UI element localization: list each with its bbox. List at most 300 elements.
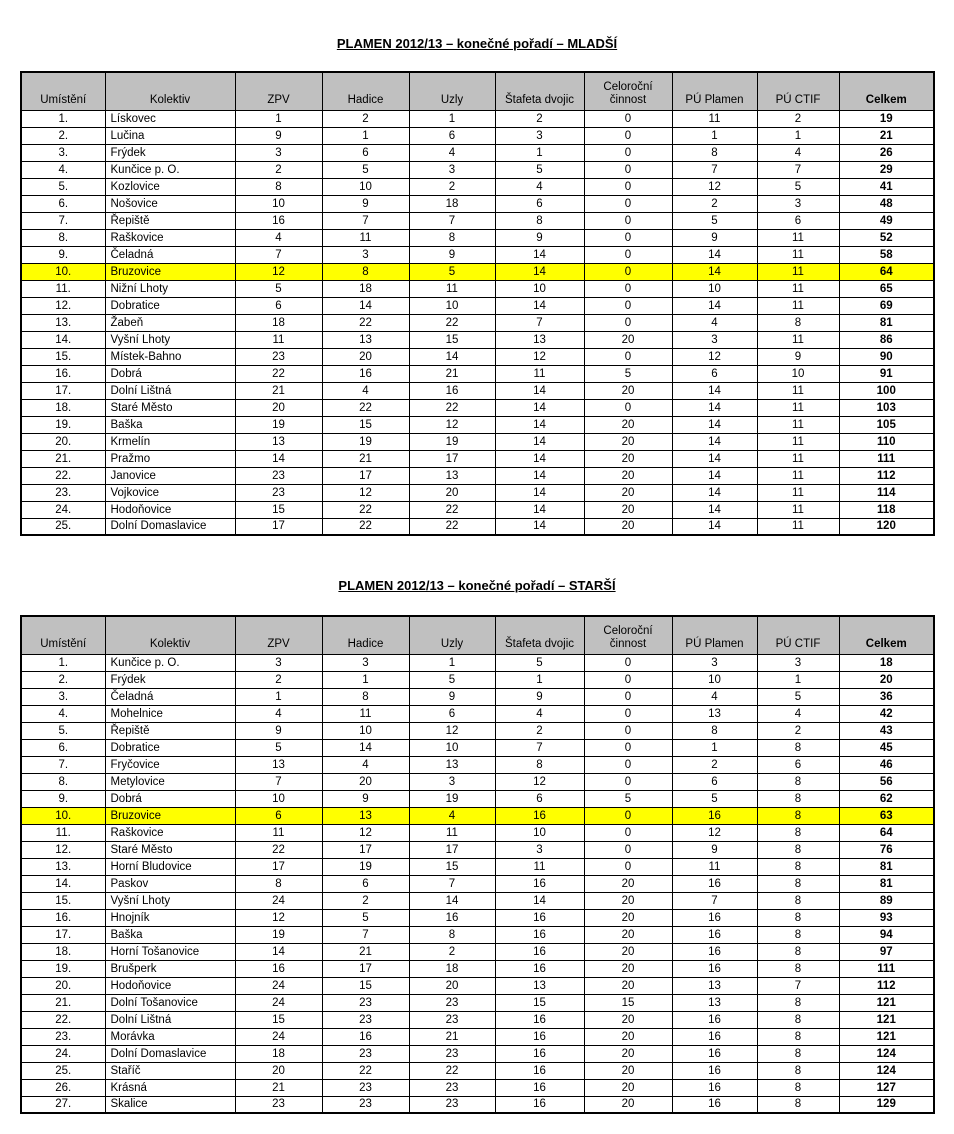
total-cell: 76 xyxy=(839,841,934,858)
score-cell: 3 xyxy=(409,161,495,178)
score-cell: 1 xyxy=(409,654,495,671)
table-row xyxy=(21,739,934,756)
table-row xyxy=(21,858,934,875)
table-row xyxy=(21,1028,934,1045)
rank-cell: 27. xyxy=(21,1096,105,1113)
score-cell: 13 xyxy=(672,705,757,722)
table-row xyxy=(21,518,934,535)
table-row xyxy=(21,943,934,960)
team-cell: Dolní Lištná xyxy=(105,382,235,399)
score-cell: 20 xyxy=(235,1062,322,1079)
table-row xyxy=(21,824,934,841)
score-cell: 18 xyxy=(235,1045,322,1062)
score-cell: 2 xyxy=(235,161,322,178)
team-cell: Brušperk xyxy=(105,960,235,977)
score-cell: 3 xyxy=(235,654,322,671)
rank-cell: 3. xyxy=(21,144,105,161)
score-cell: 0 xyxy=(584,212,672,229)
score-cell: 1 xyxy=(235,688,322,705)
score-cell: 5 xyxy=(235,280,322,297)
table-row xyxy=(21,382,934,399)
score-cell: 10 xyxy=(235,195,322,212)
score-cell: 16 xyxy=(235,960,322,977)
score-cell: 8 xyxy=(757,858,839,875)
rank-cell: 6. xyxy=(21,195,105,212)
table-row xyxy=(21,1062,934,1079)
score-cell: 13 xyxy=(672,977,757,994)
table-header-mladsi xyxy=(21,72,934,110)
score-cell: 1 xyxy=(672,127,757,144)
score-cell: 16 xyxy=(672,926,757,943)
header-row xyxy=(21,72,934,110)
score-cell: 11 xyxy=(757,450,839,467)
team-cell: Kunčice p. O. xyxy=(105,161,235,178)
score-cell: 23 xyxy=(322,1096,409,1113)
total-cell: 45 xyxy=(839,739,934,756)
score-cell: 20 xyxy=(584,331,672,348)
score-cell: 14 xyxy=(495,501,584,518)
table-row xyxy=(21,280,934,297)
score-cell: 11 xyxy=(322,705,409,722)
score-cell: 23 xyxy=(322,1079,409,1096)
score-cell: 6 xyxy=(672,773,757,790)
score-cell: 2 xyxy=(495,110,584,127)
team-cell: Čeladná xyxy=(105,246,235,263)
score-cell: 17 xyxy=(409,841,495,858)
total-cell: 69 xyxy=(839,297,934,314)
total-cell: 120 xyxy=(839,518,934,535)
score-cell: 12 xyxy=(235,909,322,926)
results-table-mladsi xyxy=(20,71,935,536)
score-cell: 5 xyxy=(584,790,672,807)
score-cell: 17 xyxy=(235,858,322,875)
score-cell: 4 xyxy=(235,705,322,722)
score-cell: 7 xyxy=(409,212,495,229)
score-cell: 14 xyxy=(495,416,584,433)
score-cell: 8 xyxy=(322,263,409,280)
score-cell: 16 xyxy=(672,1028,757,1045)
column-header: Štafeta dvojic xyxy=(495,72,584,110)
score-cell: 21 xyxy=(409,1028,495,1045)
score-cell: 0 xyxy=(584,722,672,739)
total-cell: 64 xyxy=(839,263,934,280)
score-cell: 8 xyxy=(757,314,839,331)
score-cell: 12 xyxy=(409,416,495,433)
score-cell: 20 xyxy=(584,467,672,484)
score-cell: 0 xyxy=(584,824,672,841)
score-cell: 12 xyxy=(235,263,322,280)
score-cell: 18 xyxy=(409,195,495,212)
score-cell: 10 xyxy=(672,671,757,688)
score-cell: 0 xyxy=(584,841,672,858)
total-cell: 26 xyxy=(839,144,934,161)
rank-cell: 16. xyxy=(21,365,105,382)
total-cell: 94 xyxy=(839,926,934,943)
score-cell: 0 xyxy=(584,195,672,212)
total-cell: 48 xyxy=(839,195,934,212)
table-row xyxy=(21,212,934,229)
score-cell: 0 xyxy=(584,144,672,161)
score-cell: 9 xyxy=(495,688,584,705)
score-cell: 7 xyxy=(672,161,757,178)
total-cell: 97 xyxy=(839,943,934,960)
rank-cell: 12. xyxy=(21,297,105,314)
team-cell: Staré Město xyxy=(105,399,235,416)
score-cell: 8 xyxy=(322,688,409,705)
score-cell: 22 xyxy=(322,314,409,331)
score-cell: 16 xyxy=(495,1096,584,1113)
score-cell: 6 xyxy=(409,127,495,144)
total-cell: 56 xyxy=(839,773,934,790)
score-cell: 11 xyxy=(757,382,839,399)
score-cell: 3 xyxy=(672,331,757,348)
score-cell: 24 xyxy=(235,892,322,909)
column-header: Celoroční činnost xyxy=(584,72,672,110)
rank-cell: 9. xyxy=(21,246,105,263)
table-row xyxy=(21,416,934,433)
score-cell: 7 xyxy=(672,892,757,909)
table-row xyxy=(21,484,934,501)
score-cell: 14 xyxy=(672,416,757,433)
score-cell: 8 xyxy=(409,229,495,246)
section-mladsi xyxy=(0,0,954,536)
total-cell: 65 xyxy=(839,280,934,297)
score-cell: 11 xyxy=(757,467,839,484)
score-cell: 23 xyxy=(235,484,322,501)
score-cell: 16 xyxy=(322,365,409,382)
score-cell: 20 xyxy=(584,960,672,977)
score-cell: 1 xyxy=(757,127,839,144)
table-row xyxy=(21,229,934,246)
score-cell: 20 xyxy=(322,348,409,365)
score-cell: 11 xyxy=(757,501,839,518)
rank-cell: 5. xyxy=(21,722,105,739)
score-cell: 15 xyxy=(409,331,495,348)
score-cell: 0 xyxy=(584,297,672,314)
rank-cell: 11. xyxy=(21,280,105,297)
team-cell: Horní Tošanovice xyxy=(105,943,235,960)
score-cell: 10 xyxy=(322,178,409,195)
table-row xyxy=(21,671,934,688)
score-cell: 17 xyxy=(322,960,409,977)
rank-cell: 9. xyxy=(21,790,105,807)
table-row xyxy=(21,331,934,348)
score-cell: 7 xyxy=(235,773,322,790)
score-cell: 13 xyxy=(409,756,495,773)
score-cell: 21 xyxy=(409,365,495,382)
total-cell: 81 xyxy=(839,858,934,875)
column-header: Umístění xyxy=(21,616,105,654)
score-cell: 4 xyxy=(495,705,584,722)
score-cell: 22 xyxy=(235,365,322,382)
score-cell: 4 xyxy=(322,382,409,399)
score-cell: 4 xyxy=(409,807,495,824)
score-cell: 0 xyxy=(584,739,672,756)
score-cell: 14 xyxy=(235,450,322,467)
score-cell: 8 xyxy=(757,1079,839,1096)
team-cell: Dolní Tošanovice xyxy=(105,994,235,1011)
rank-cell: 20. xyxy=(21,977,105,994)
table-row xyxy=(21,178,934,195)
score-cell: 13 xyxy=(235,433,322,450)
score-cell: 24 xyxy=(235,1028,322,1045)
score-cell: 6 xyxy=(322,144,409,161)
score-cell: 11 xyxy=(757,280,839,297)
score-cell: 8 xyxy=(757,841,839,858)
score-cell: 1 xyxy=(495,144,584,161)
team-cell: Vyšní Lhoty xyxy=(105,331,235,348)
rank-cell: 15. xyxy=(21,348,105,365)
team-cell: Žabeň xyxy=(105,314,235,331)
team-cell: Paskov xyxy=(105,875,235,892)
total-cell: 121 xyxy=(839,994,934,1011)
score-cell: 11 xyxy=(409,280,495,297)
rank-cell: 18. xyxy=(21,399,105,416)
score-cell: 7 xyxy=(495,314,584,331)
table-row xyxy=(21,926,934,943)
table-title-starsi: PLAMEN 2012/13 – konečné pořadí – STARŠÍ xyxy=(338,578,616,593)
score-cell: 12 xyxy=(495,348,584,365)
total-cell: 89 xyxy=(839,892,934,909)
score-cell: 13 xyxy=(672,994,757,1011)
score-cell: 7 xyxy=(322,212,409,229)
score-cell: 0 xyxy=(584,178,672,195)
score-cell: 9 xyxy=(409,246,495,263)
score-cell: 11 xyxy=(757,297,839,314)
team-cell: Fryčovice xyxy=(105,756,235,773)
score-cell: 14 xyxy=(235,943,322,960)
rank-cell: 21. xyxy=(21,450,105,467)
score-cell: 20 xyxy=(584,909,672,926)
team-cell: Vyšní Lhoty xyxy=(105,892,235,909)
score-cell: 16 xyxy=(235,212,322,229)
team-cell: Bruzovice xyxy=(105,263,235,280)
team-cell: Staříč xyxy=(105,1062,235,1079)
score-cell: 0 xyxy=(584,773,672,790)
score-cell: 23 xyxy=(409,1096,495,1113)
score-cell: 14 xyxy=(672,501,757,518)
score-cell: 17 xyxy=(235,518,322,535)
rank-cell: 2. xyxy=(21,127,105,144)
score-cell: 14 xyxy=(495,382,584,399)
score-cell: 4 xyxy=(322,756,409,773)
score-cell: 8 xyxy=(672,144,757,161)
score-cell: 11 xyxy=(757,229,839,246)
column-header: Kolektiv xyxy=(105,616,235,654)
score-cell: 14 xyxy=(672,467,757,484)
total-cell: 114 xyxy=(839,484,934,501)
total-cell: 129 xyxy=(839,1096,934,1113)
score-cell: 22 xyxy=(409,518,495,535)
score-cell: 11 xyxy=(757,246,839,263)
total-cell: 41 xyxy=(839,178,934,195)
score-cell: 14 xyxy=(409,348,495,365)
rank-cell: 10. xyxy=(21,807,105,824)
score-cell: 23 xyxy=(409,994,495,1011)
team-cell: Hodoňovice xyxy=(105,977,235,994)
score-cell: 11 xyxy=(495,365,584,382)
team-cell: Lučina xyxy=(105,127,235,144)
score-cell: 15 xyxy=(322,416,409,433)
column-header: Hadice xyxy=(322,72,409,110)
score-cell: 22 xyxy=(409,399,495,416)
table-row xyxy=(21,722,934,739)
score-cell: 9 xyxy=(322,790,409,807)
total-cell: 110 xyxy=(839,433,934,450)
score-cell: 3 xyxy=(322,246,409,263)
score-cell: 0 xyxy=(584,348,672,365)
score-cell: 15 xyxy=(235,501,322,518)
team-cell: Kunčice p. O. xyxy=(105,654,235,671)
total-cell: 103 xyxy=(839,399,934,416)
score-cell: 20 xyxy=(584,484,672,501)
score-cell: 4 xyxy=(409,144,495,161)
table-row xyxy=(21,110,934,127)
table-row xyxy=(21,654,934,671)
score-cell: 12 xyxy=(672,824,757,841)
score-cell: 6 xyxy=(322,875,409,892)
total-cell: 112 xyxy=(839,977,934,994)
table-row xyxy=(21,365,934,382)
score-cell: 2 xyxy=(235,671,322,688)
rank-cell: 15. xyxy=(21,892,105,909)
total-cell: 42 xyxy=(839,705,934,722)
score-cell: 14 xyxy=(672,399,757,416)
score-cell: 3 xyxy=(757,195,839,212)
score-cell: 4 xyxy=(672,688,757,705)
team-cell: Baška xyxy=(105,416,235,433)
total-cell: 49 xyxy=(839,212,934,229)
score-cell: 6 xyxy=(235,297,322,314)
score-cell: 20 xyxy=(584,1096,672,1113)
rank-cell: 22. xyxy=(21,467,105,484)
total-cell: 62 xyxy=(839,790,934,807)
score-cell: 6 xyxy=(495,790,584,807)
team-cell: Kozlovice xyxy=(105,178,235,195)
team-cell: Řepiště xyxy=(105,212,235,229)
team-cell: Horní Bludovice xyxy=(105,858,235,875)
score-cell: 1 xyxy=(322,127,409,144)
score-cell: 19 xyxy=(235,926,322,943)
total-cell: 124 xyxy=(839,1045,934,1062)
rank-cell: 17. xyxy=(21,926,105,943)
rank-cell: 6. xyxy=(21,739,105,756)
score-cell: 16 xyxy=(495,926,584,943)
score-cell: 13 xyxy=(495,331,584,348)
score-cell: 16 xyxy=(322,1028,409,1045)
score-cell: 22 xyxy=(322,1062,409,1079)
team-cell: Dobratice xyxy=(105,297,235,314)
team-cell: Dolní Lištná xyxy=(105,1011,235,1028)
score-cell: 20 xyxy=(409,977,495,994)
score-cell: 10 xyxy=(322,722,409,739)
score-cell: 20 xyxy=(584,518,672,535)
score-cell: 20 xyxy=(584,875,672,892)
team-cell: Dobratice xyxy=(105,739,235,756)
score-cell: 14 xyxy=(322,739,409,756)
team-cell: Krásná xyxy=(105,1079,235,1096)
score-cell: 5 xyxy=(495,161,584,178)
score-cell: 16 xyxy=(672,960,757,977)
score-cell: 5 xyxy=(409,671,495,688)
score-cell: 5 xyxy=(584,365,672,382)
score-cell: 0 xyxy=(584,263,672,280)
score-cell: 23 xyxy=(322,994,409,1011)
score-cell: 11 xyxy=(235,824,322,841)
table-row xyxy=(21,195,934,212)
team-cell: Nošovice xyxy=(105,195,235,212)
score-cell: 12 xyxy=(409,722,495,739)
score-cell: 6 xyxy=(495,195,584,212)
score-cell: 9 xyxy=(322,195,409,212)
rank-cell: 17. xyxy=(21,382,105,399)
score-cell: 15 xyxy=(235,1011,322,1028)
score-cell: 0 xyxy=(584,858,672,875)
score-cell: 22 xyxy=(409,501,495,518)
total-cell: 36 xyxy=(839,688,934,705)
score-cell: 8 xyxy=(757,1028,839,1045)
rank-cell: 25. xyxy=(21,1062,105,1079)
table-row xyxy=(21,756,934,773)
score-cell: 2 xyxy=(322,110,409,127)
score-cell: 3 xyxy=(757,654,839,671)
rank-cell: 12. xyxy=(21,841,105,858)
score-cell: 23 xyxy=(409,1011,495,1028)
score-cell: 16 xyxy=(409,382,495,399)
rank-cell: 13. xyxy=(21,314,105,331)
score-cell: 8 xyxy=(495,212,584,229)
score-cell: 7 xyxy=(495,739,584,756)
score-cell: 5 xyxy=(757,688,839,705)
rank-cell: 11. xyxy=(21,824,105,841)
total-cell: 121 xyxy=(839,1011,934,1028)
team-cell: Dolní Domaslavice xyxy=(105,1045,235,1062)
score-cell: 4 xyxy=(757,705,839,722)
score-cell: 21 xyxy=(235,382,322,399)
column-header: Uzly xyxy=(409,616,495,654)
score-cell: 13 xyxy=(409,467,495,484)
score-cell: 11 xyxy=(409,824,495,841)
team-cell: Mohelnice xyxy=(105,705,235,722)
score-cell: 20 xyxy=(584,1079,672,1096)
score-cell: 15 xyxy=(322,977,409,994)
score-cell: 22 xyxy=(235,841,322,858)
column-header: Uzly xyxy=(409,72,495,110)
team-cell: Frýdek xyxy=(105,671,235,688)
score-cell: 20 xyxy=(584,1011,672,1028)
score-cell: 16 xyxy=(495,807,584,824)
highlighted-table-row xyxy=(21,263,934,280)
score-cell: 16 xyxy=(495,875,584,892)
score-cell: 21 xyxy=(322,943,409,960)
rank-cell: 25. xyxy=(21,518,105,535)
rank-cell: 5. xyxy=(21,178,105,195)
total-cell: 127 xyxy=(839,1079,934,1096)
score-cell: 14 xyxy=(495,518,584,535)
score-cell: 15 xyxy=(495,994,584,1011)
score-cell: 14 xyxy=(672,518,757,535)
total-cell: 81 xyxy=(839,314,934,331)
score-cell: 16 xyxy=(672,875,757,892)
total-cell: 20 xyxy=(839,671,934,688)
team-cell: Krmelín xyxy=(105,433,235,450)
score-cell: 2 xyxy=(757,722,839,739)
score-cell: 20 xyxy=(409,484,495,501)
column-header: Kolektiv xyxy=(105,72,235,110)
score-cell: 20 xyxy=(584,501,672,518)
total-cell: 124 xyxy=(839,1062,934,1079)
score-cell: 6 xyxy=(235,807,322,824)
